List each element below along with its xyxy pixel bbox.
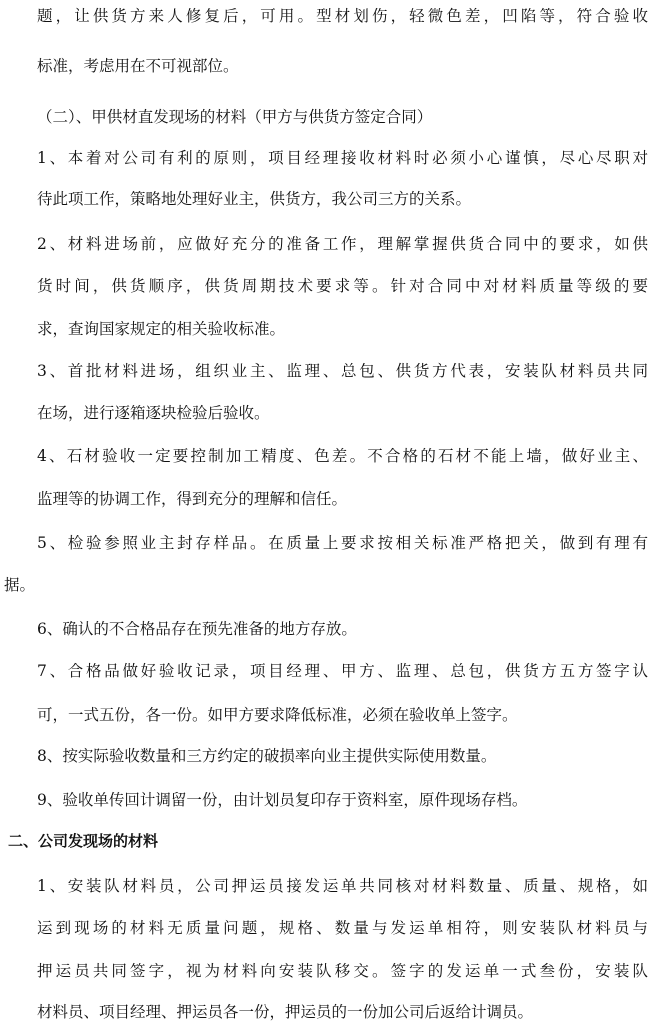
text-line: 运到现场的材料无质量问题，规格、数量与发运单相符，则安装队材料员与: [37, 919, 648, 937]
text-line: 5、检验参照业主封存样品。在质量上要求按相关标准严格把关，做到有理有: [37, 534, 648, 552]
text-line: 9、验收单传回计调留一份，由计划员复印存于资料室，原件现场存档。: [37, 791, 528, 809]
text-line: 材料员、项目经理、押运员各一份，押运员的一份加公司后返给计调员。: [37, 1003, 534, 1021]
text-line: 4、石材验收一定要控制加工精度、色差。不合格的石材不能上墙，做好业主、: [37, 447, 648, 465]
text-line: 8、按实际验收数量和三方约定的破损率向业主提供实际使用数量。: [37, 747, 497, 765]
text-line: 6、确认的不合格品存在预先准备的地方存放。: [37, 620, 357, 638]
text-line: 1、安装队材料员，公司押运员接发运单共同核对材料数量、质量、规格，如: [37, 877, 648, 895]
text-line: 押运员共同签字，视为材料向安装队移交。签字的发运单一式叁份，安装队: [37, 962, 648, 980]
text-line: 2、材料进场前，应做好充分的准备工作，理解掌握供货合同中的要求，如供: [37, 235, 648, 253]
text-line: 可，一式五份，各一份。如甲方要求降低标准，必须在验收单上签字。: [37, 706, 518, 724]
text-line: 题，让供货方来人修复后，可用。型材划伤，轻微色差，凹陷等，符合验收: [37, 7, 648, 25]
text-line: 监理等的协调工作，得到充分的理解和信任。: [37, 490, 348, 508]
section-subheading: （二）、甲供材直发现场的材料（甲方与供货方签定合同）: [37, 108, 433, 126]
text-line: 7、合格品做好验收记录，项目经理、甲方、监理、总包，供货方五方签字认: [37, 662, 648, 680]
text-line: 标准，考虑用在不可视部位。: [37, 57, 239, 75]
text-line: 待此项工作，策略地处理好业主，供货方，我公司三方的关系。: [37, 190, 472, 208]
text-line: 3、首批材料进场，组织业主、监理、总包、供货方代表，安装队材料员共同: [37, 362, 648, 380]
text-line: 据。: [4, 576, 36, 594]
text-line: 求，查询国家规定的相关验收标准。: [37, 320, 286, 338]
section-heading: 二、公司发现场的材料: [8, 832, 159, 850]
text-line: 在场，进行逐箱逐块检验后验收。: [37, 404, 270, 422]
text-line: 1、本着对公司有利的原则，项目经理接收材料时必须小心谨慎，尽心尽职对: [37, 149, 648, 167]
text-line: 货时间，供货顺序，供货周期技术要求等。针对合同中对材料质量等级的要: [37, 277, 648, 295]
